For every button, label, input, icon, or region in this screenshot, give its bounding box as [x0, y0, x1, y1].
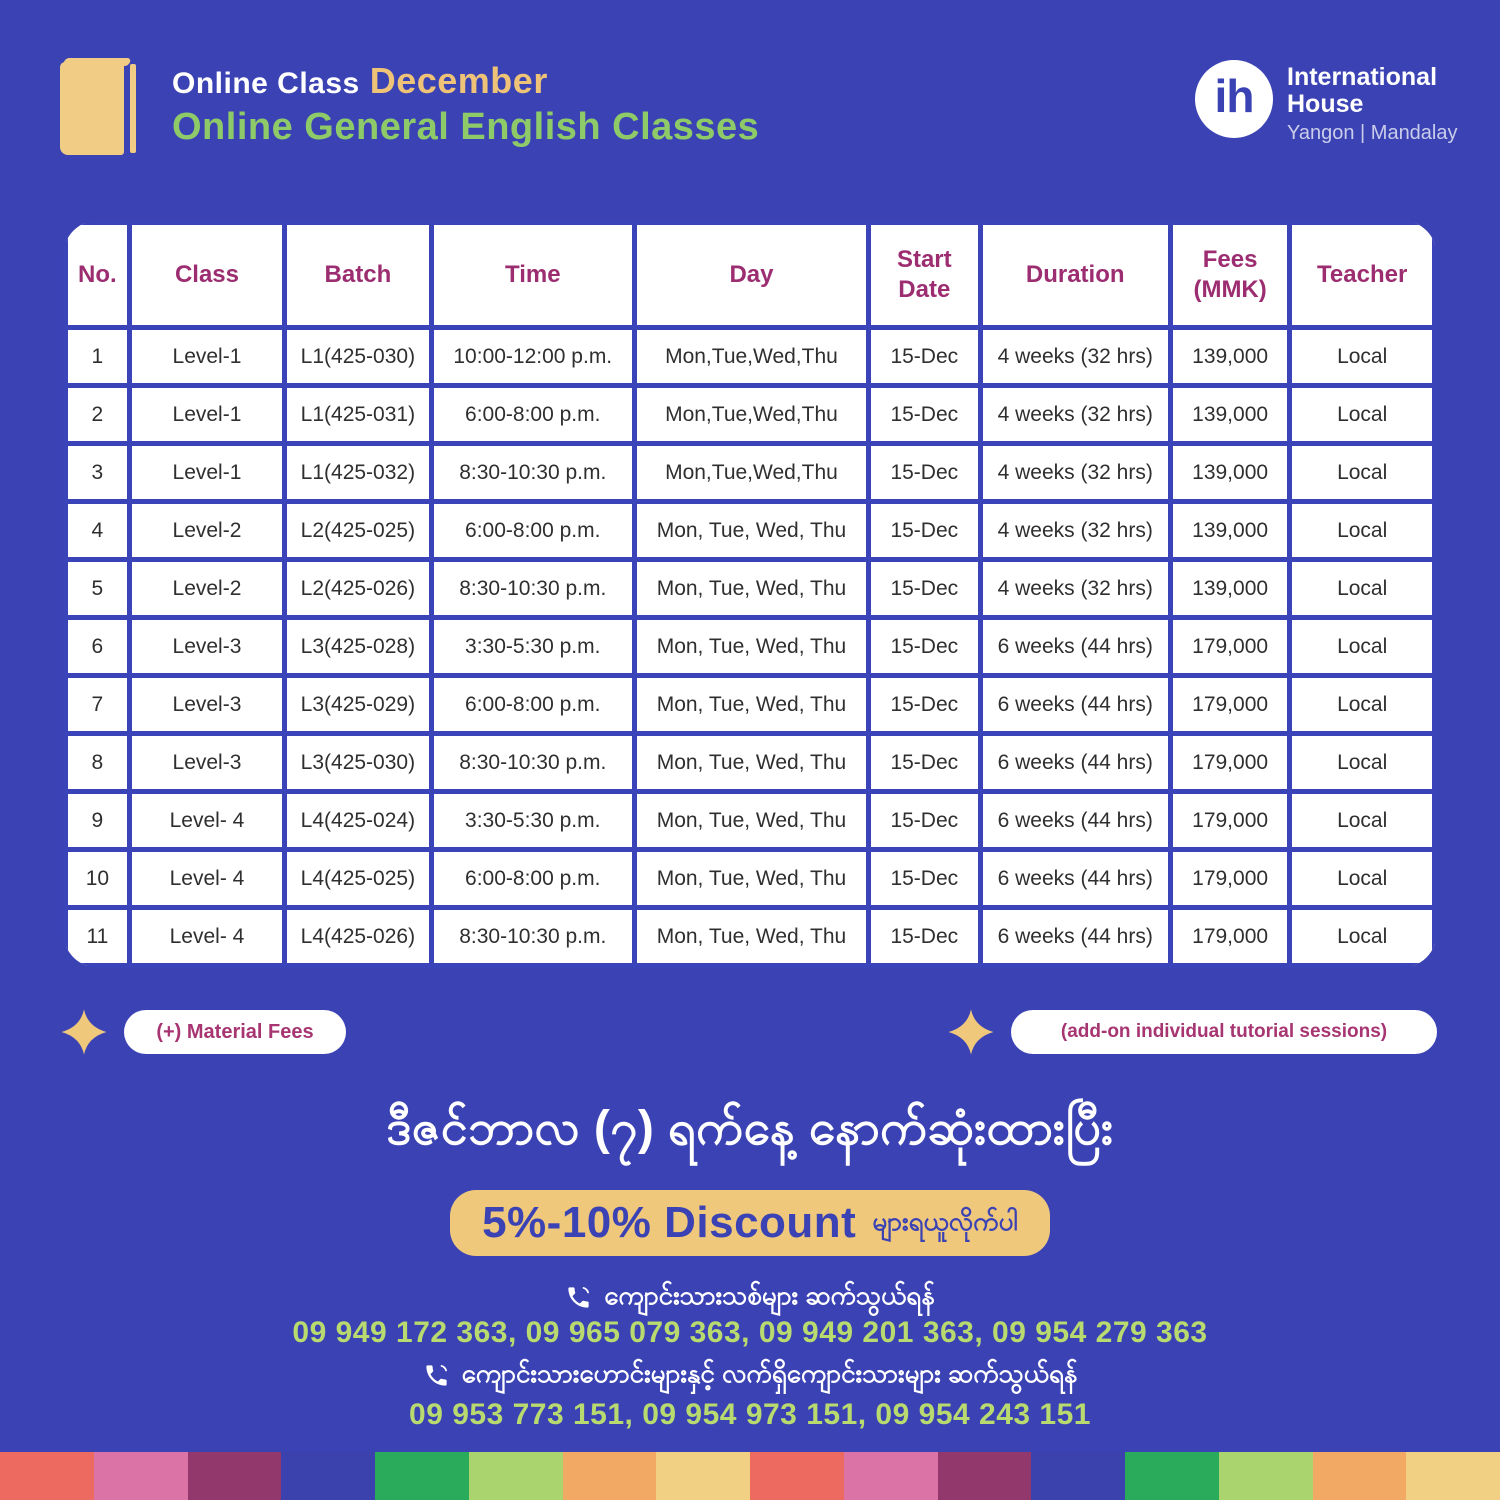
- ih-logo-icon: [1195, 60, 1273, 138]
- table-cell: 8:30-10:30 p.m.: [431, 444, 634, 502]
- table-cell: 4 weeks (32 hrs): [980, 328, 1170, 386]
- table-cell: 6 weeks (44 hrs): [980, 676, 1170, 734]
- column-header: Batch: [285, 223, 431, 328]
- table-cell: 4: [66, 502, 130, 560]
- table-cell: Level-3: [129, 734, 284, 792]
- table-cell: Mon, Tue, Wed, Thu: [634, 734, 868, 792]
- table-cell: Mon, Tue, Wed, Thu: [634, 850, 868, 908]
- table-row: [66, 386, 1435, 444]
- new-students-label: ကျောင်းသားသစ်များ ဆက်သွယ်ရန်: [604, 1280, 935, 1310]
- table-cell: Local: [1290, 386, 1435, 444]
- phone-icon: [565, 1284, 592, 1311]
- stripe-segment: [656, 1452, 750, 1500]
- stripe-segment: [94, 1452, 188, 1500]
- stripe-segment: [1313, 1452, 1407, 1500]
- table-cell: 15-Dec: [869, 676, 981, 734]
- table-cell: Local: [1290, 618, 1435, 676]
- stripe-segment: [938, 1452, 1032, 1500]
- stripe-segment: [281, 1452, 375, 1500]
- table-cell: 6 weeks (44 hrs): [980, 792, 1170, 850]
- table-cell: L3(425-029): [285, 676, 431, 734]
- table-cell: Local: [1290, 908, 1435, 966]
- book-icon: [60, 58, 140, 157]
- table-row: [66, 734, 1435, 792]
- table-cell: Local: [1290, 850, 1435, 908]
- table-cell: L1(425-031): [285, 386, 431, 444]
- table-cell: 179,000: [1170, 792, 1290, 850]
- table-row: [66, 792, 1435, 850]
- table-cell: L2(425-026): [285, 560, 431, 618]
- stripe-segment: [1125, 1452, 1219, 1500]
- header-text: [172, 58, 759, 149]
- header: [60, 58, 759, 157]
- table-cell: 179,000: [1170, 676, 1290, 734]
- table-cell: 15-Dec: [869, 908, 981, 966]
- new-students-contact-line: [0, 1278, 1500, 1317]
- existing-students-contact-line: [0, 1356, 1500, 1395]
- sparkle-icon: [60, 1008, 108, 1056]
- table-cell: 15-Dec: [869, 734, 981, 792]
- online-class-label: Online Class: [172, 67, 360, 100]
- table-cell: L1(425-030): [285, 328, 431, 386]
- table-cell: L4(425-024): [285, 792, 431, 850]
- table-cell: 10:00-12:00 p.m.: [431, 328, 634, 386]
- table-cell: 8:30-10:30 p.m.: [431, 908, 634, 966]
- stripe-segment: [1219, 1452, 1313, 1500]
- table-cell: 6: [66, 618, 130, 676]
- table-cell: 5: [66, 560, 130, 618]
- schedule-table-wrapper: [63, 220, 1437, 968]
- table-cell: 4 weeks (32 hrs): [980, 386, 1170, 444]
- table-cell: Mon, Tue, Wed, Thu: [634, 502, 868, 560]
- discount-banner: [450, 1190, 1050, 1256]
- table-row: [66, 502, 1435, 560]
- column-header: Time: [431, 223, 634, 328]
- table-cell: Level-3: [129, 618, 284, 676]
- logo-locations: Yangon | Mandalay: [1287, 122, 1458, 144]
- table-row: [66, 444, 1435, 502]
- header-subtitle: [172, 60, 759, 102]
- sparkle-icon: [947, 1008, 995, 1056]
- table-cell: 8: [66, 734, 130, 792]
- table-cell: 6:00-8:00 p.m.: [431, 502, 634, 560]
- table-cell: L1(425-032): [285, 444, 431, 502]
- stripe-segment: [844, 1452, 938, 1500]
- table-cell: 7: [66, 676, 130, 734]
- table-cell: Mon,Tue,Wed,Thu: [634, 444, 868, 502]
- table-cell: 179,000: [1170, 908, 1290, 966]
- table-cell: L2(425-025): [285, 502, 431, 560]
- table-cell: Mon,Tue,Wed,Thu: [634, 386, 868, 444]
- table-cell: Mon,Tue,Wed,Thu: [634, 328, 868, 386]
- table-cell: 6 weeks (44 hrs): [980, 734, 1170, 792]
- stripe-segment: [563, 1452, 657, 1500]
- stripe-segment: [469, 1452, 563, 1500]
- table-cell: 8:30-10:30 p.m.: [431, 734, 634, 792]
- table-cell: 15-Dec: [869, 444, 981, 502]
- table-cell: 9: [66, 792, 130, 850]
- table-cell: 139,000: [1170, 328, 1290, 386]
- column-header: Day: [634, 223, 868, 328]
- page-title: Online General English Classes: [172, 106, 760, 148]
- ih-monogram: ih: [1214, 70, 1254, 122]
- table-cell: 139,000: [1170, 502, 1290, 560]
- new-students-phones: 09 949 172 363, 09 965 079 363, 09 949 201 363, 09 954 279 363: [292, 1316, 1208, 1349]
- table-cell: 15-Dec: [869, 618, 981, 676]
- stripe-segment: [0, 1452, 94, 1500]
- table-cell: 4 weeks (32 hrs): [980, 560, 1170, 618]
- column-header: Start Date: [869, 223, 981, 328]
- column-header: Fees (MMK): [1170, 223, 1290, 328]
- table-cell: 139,000: [1170, 386, 1290, 444]
- table-cell: 139,000: [1170, 444, 1290, 502]
- table-cell: 3:30-5:30 p.m.: [431, 618, 634, 676]
- table-cell: 15-Dec: [869, 328, 981, 386]
- table-row: [66, 676, 1435, 734]
- tutorial-pill: (add-on individual tutorial sessions): [1011, 1010, 1437, 1054]
- ih-logo: [1195, 60, 1458, 145]
- table-cell: Level-1: [129, 444, 284, 502]
- table-cell: L3(425-030): [285, 734, 431, 792]
- table-cell: Local: [1290, 328, 1435, 386]
- material-fees-note: [60, 1008, 346, 1056]
- table-cell: Local: [1290, 676, 1435, 734]
- table-cell: Local: [1290, 502, 1435, 560]
- column-header: Duration: [980, 223, 1170, 328]
- existing-students-phones: 09 953 773 151, 09 954 973 151, 09 954 243 151: [409, 1398, 1091, 1431]
- table-row: [66, 560, 1435, 618]
- table-cell: Level-2: [129, 502, 284, 560]
- table-cell: Level-1: [129, 328, 284, 386]
- stripe-segment: [188, 1452, 282, 1500]
- table-cell: 8:30-10:30 p.m.: [431, 560, 634, 618]
- table-cell: Local: [1290, 734, 1435, 792]
- footer-color-stripe: [0, 1452, 1500, 1500]
- table-cell: 15-Dec: [869, 560, 981, 618]
- table-cell: Level- 4: [129, 792, 284, 850]
- table-cell: Local: [1290, 560, 1435, 618]
- deadline-heading: ဒီဇင်ဘာလ (၇) ရက်နေ့ နောက်ဆုံးထားပြီး: [386, 1102, 1114, 1155]
- material-fees-pill: (+) Material Fees: [124, 1010, 346, 1054]
- table-cell: Mon, Tue, Wed, Thu: [634, 908, 868, 966]
- table-cell: 10: [66, 850, 130, 908]
- table-cell: 3:30-5:30 p.m.: [431, 792, 634, 850]
- table-cell: 139,000: [1170, 560, 1290, 618]
- table-cell: 6:00-8:00 p.m.: [431, 386, 634, 444]
- stripe-segment: [375, 1452, 469, 1500]
- table-cell: 6:00-8:00 p.m.: [431, 676, 634, 734]
- table-cell: 179,000: [1170, 618, 1290, 676]
- table-cell: 6 weeks (44 hrs): [980, 850, 1170, 908]
- table-cell: 6 weeks (44 hrs): [980, 618, 1170, 676]
- table-cell: 1: [66, 328, 130, 386]
- table-cell: Level- 4: [129, 850, 284, 908]
- table-cell: Mon, Tue, Wed, Thu: [634, 618, 868, 676]
- table-cell: 15-Dec: [869, 502, 981, 560]
- table-cell: 15-Dec: [869, 792, 981, 850]
- table-cell: Local: [1290, 792, 1435, 850]
- table-cell: 15-Dec: [869, 386, 981, 444]
- table-cell: Level-1: [129, 386, 284, 444]
- table-cell: Mon, Tue, Wed, Thu: [634, 792, 868, 850]
- table-row: [66, 328, 1435, 386]
- table-cell: 179,000: [1170, 850, 1290, 908]
- stripe-segment: [750, 1452, 844, 1500]
- tutorial-note: [947, 1008, 1437, 1056]
- table-cell: L4(425-026): [285, 908, 431, 966]
- table-cell: Local: [1290, 444, 1435, 502]
- table-cell: 6:00-8:00 p.m.: [431, 850, 634, 908]
- phone-icon: [423, 1362, 450, 1389]
- stripe-segment: [1406, 1452, 1500, 1500]
- stripe-segment: [1031, 1452, 1125, 1500]
- table-cell: 11: [66, 908, 130, 966]
- table-cell: 4 weeks (32 hrs): [980, 444, 1170, 502]
- table-cell: 6 weeks (44 hrs): [980, 908, 1170, 966]
- logo-text: [1287, 60, 1458, 145]
- table-row: [66, 908, 1435, 966]
- logo-name-line2: House: [1287, 90, 1364, 118]
- table-cell: 179,000: [1170, 734, 1290, 792]
- table-cell: 3: [66, 444, 130, 502]
- column-header: Teacher: [1290, 223, 1435, 328]
- table-cell: Level- 4: [129, 908, 284, 966]
- table-cell: L3(425-028): [285, 618, 431, 676]
- discount-text: 5%-10% Discount: [482, 1198, 857, 1247]
- table-row: [66, 850, 1435, 908]
- table-cell: Mon, Tue, Wed, Thu: [634, 560, 868, 618]
- logo-name-line1: International: [1287, 63, 1438, 91]
- table-cell: 15-Dec: [869, 850, 981, 908]
- discount-suffix: များရယူလိုက်ပါ: [872, 1205, 1018, 1236]
- column-header: No.: [66, 223, 130, 328]
- table-cell: Mon, Tue, Wed, Thu: [634, 676, 868, 734]
- table-cell: Level-2: [129, 560, 284, 618]
- schedule-table: [63, 220, 1437, 968]
- table-cell: L4(425-025): [285, 850, 431, 908]
- table-cell: 2: [66, 386, 130, 444]
- table-cell: Level-3: [129, 676, 284, 734]
- table-row: [66, 618, 1435, 676]
- existing-students-label: ကျောင်းသားဟောင်းများနှင့် လက်ရှိကျောင်းသားများ ဆက်သွယ်ရန်: [461, 1358, 1078, 1388]
- table-header-row: [66, 223, 1435, 328]
- column-header: Class: [129, 223, 284, 328]
- month-label: December: [369, 60, 548, 101]
- table-cell: 4 weeks (32 hrs): [980, 502, 1170, 560]
